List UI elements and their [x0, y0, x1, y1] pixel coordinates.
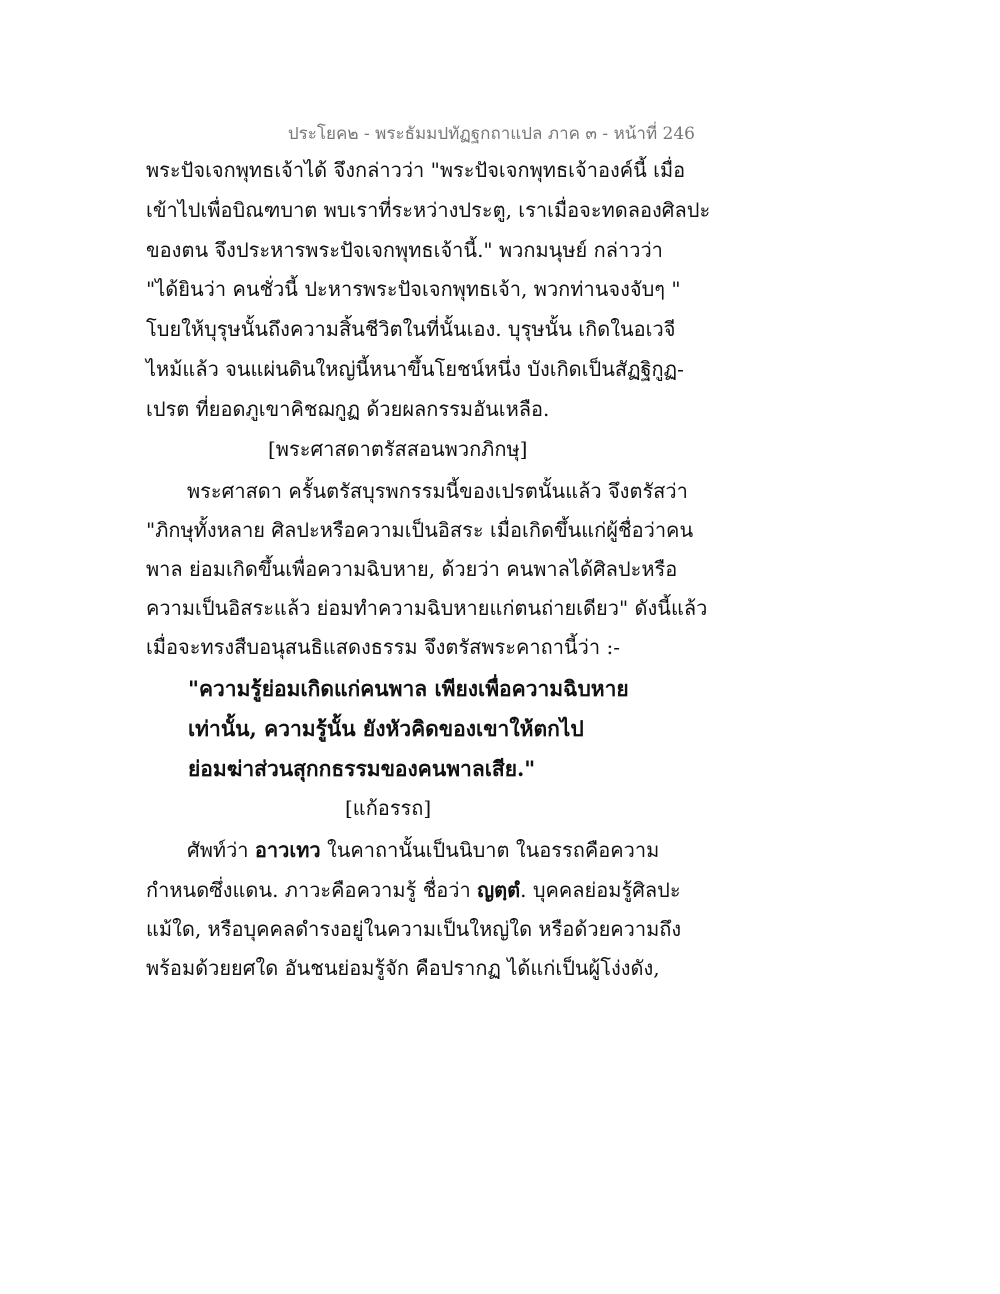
text-line: พระปัจเจกพุทธเจ้าได้ จึงกล่าวว่า "พระปัจเจกพุทธเจ้าองค์นี้ เมื่อ [146, 158, 686, 182]
verse-line: "ความรู้ย่อมเกิดแก่คนพาล เพียงเพื่อความฉิบหาย [188, 676, 629, 701]
text-segment: . บุคคลย่อมรู้ศิลปะ [520, 878, 681, 902]
text-line: เข้าไปเพื่อบิณฑบาต พบเราที่ระหว่างประตู, เราเมื่อจะทดลองศิลปะ [146, 198, 711, 222]
verse-line: เท่านั้น, ความรู้นั้น ยังหัวคิดของเขาให้ตกไป [188, 716, 584, 741]
text-line: เปรต ที่ยอดภูเขาคิชฌกูฏ ด้วยผลกรรมอันเหลือ. [146, 397, 550, 421]
text-line: ไหม้แล้ว จนแผ่นดินใหญ่นี้หนาขึ้นโยชน์หนึ่ง บังเกิดเป็นสัฏฐิกูฏ- [146, 357, 684, 381]
text-line: ความเป็นอิสระแล้ว ย่อมทำความฉิบหายแก่ตนถ่ายเดียว" ดังนี้แล้ว [146, 596, 708, 620]
text-line: "ได้ยินว่า คนชั่วนี้ ปะหารพระปัจเจกพุทธเจ้า, พวกท่านจงจับๆ " [146, 277, 681, 301]
text-line: พาล ย่อมเกิดขึ้นเพื่อความฉิบหาย, ด้วยว่า คนพาลได้ศิลปะหรือ [146, 557, 678, 581]
text-line: ของตน จึงประหารพระปัจเจกพุทธเจ้านี้." พวกมนุษย์ กล่าวว่า [146, 238, 663, 262]
text-line [146, 880, 681, 900]
running-header: ประโยค๒ - พระธัมมปทัฏฐกถาแปล ภาค ๓ - หน้าที่ 246 [287, 124, 695, 144]
text-line: พร้อมด้วยยศใด อันชนย่อมรู้จัก คือปรากฏ ได้แก่เป็นผู้โง่งดัง, [146, 956, 660, 980]
text-line: เมื่อจะทรงสืบอนุสนธิแสดงธรรม จึงตรัสพระคาถานี้ว่า :- [146, 635, 620, 659]
text-line: โบยให้บุรุษนั้นถึงความสิ้นชีวิตในที่นั้นเอง. บุรุษนั้น เกิดในอเวจี [146, 317, 676, 341]
text-line: แม้ใด, หรือบุคคลดำรงอยู่ในความเป็นใหญ่ใด หรือด้วยความถึง [146, 917, 682, 941]
text-line: พระศาสดา ครั้นตรัสบุรพกรรมนี้ของเปรตนั้นแล้ว จึงตรัสว่า [187, 479, 688, 503]
text-line: "ภิกษุทั้งหลาย ศิลปะหรือความเป็นอิสระ เมื่อเกิดขึ้นแก่ผู้ชื่อว่าคน [146, 518, 694, 542]
section-heading: [แก้อรรถ] [345, 796, 432, 820]
bold-term: อาวเทว [254, 838, 321, 862]
section-heading: [พระศาสดาตรัสสอนพวกภิกษุ] [268, 437, 528, 461]
text-line [187, 840, 659, 860]
verse-line: ย่อมฆ่าส่วนสุกกธรรมของคนพาลเสีย." [188, 756, 536, 781]
text-segment: ศัพท์ว่า [187, 838, 255, 862]
text-segment: ในคาถานั้นเป็นนิบาต ในอรรถคือความ [320, 838, 660, 862]
text-segment: กำหนดซึ่งแดน. ภาวะคือความรู้ ชื่อว่า [146, 878, 478, 902]
bold-term: ญตฺตํ [477, 878, 521, 902]
